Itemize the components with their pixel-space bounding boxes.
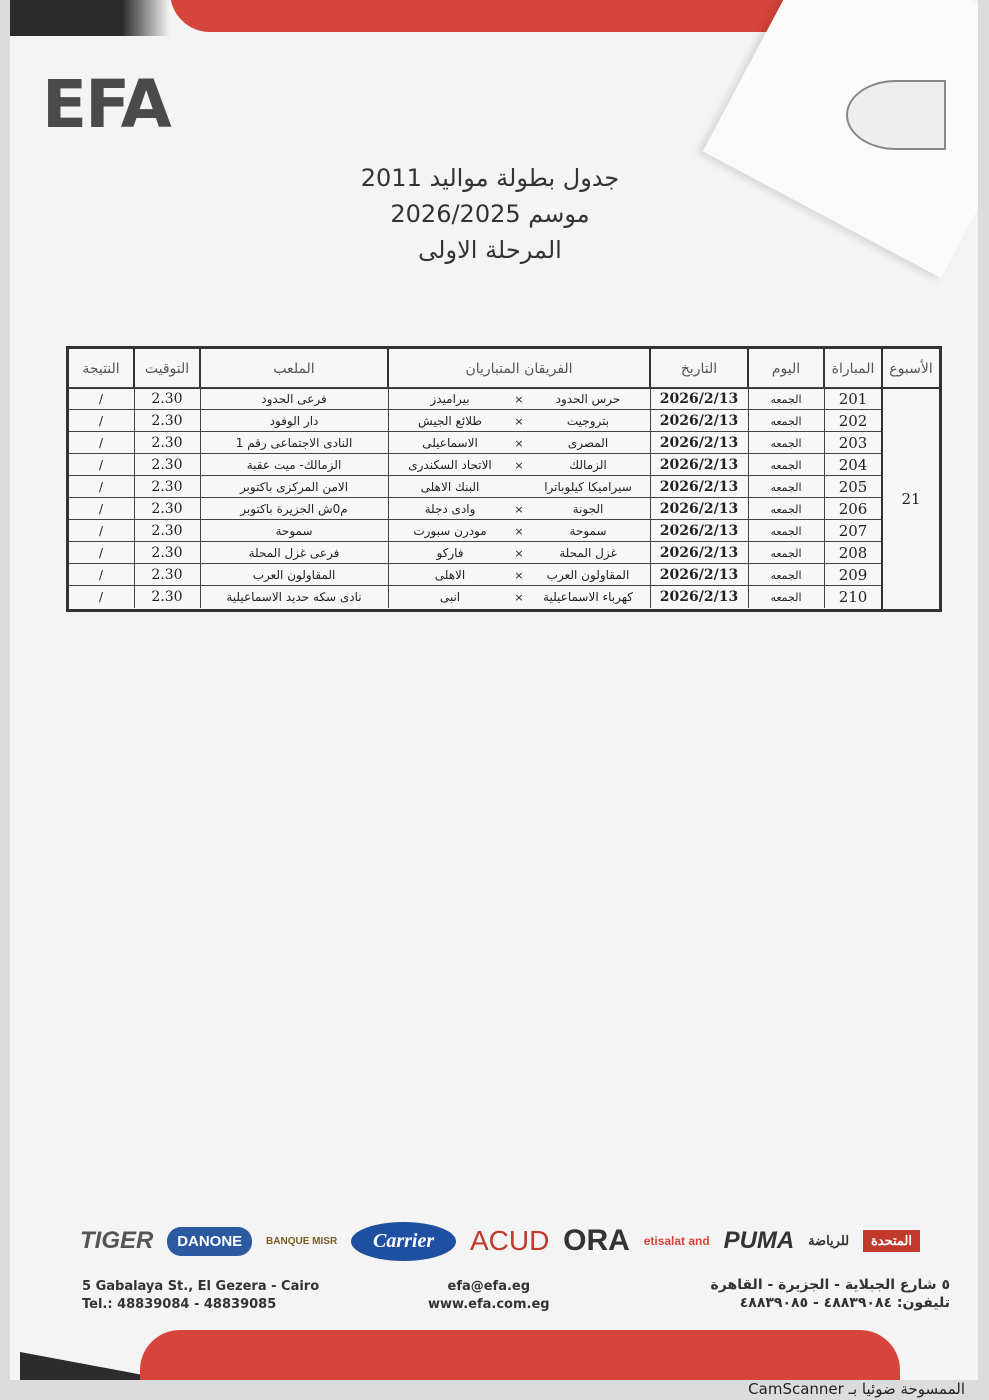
cell-stadium: فرعى غزل المحلة [200,542,387,564]
heading-season: موسم 2026/2025 [390,200,590,228]
team-away: طلائع الجيش [418,414,482,428]
team-home: الجونة [572,502,604,516]
header-week: الأسبوع [881,349,939,389]
cell-date: 2026/2/13 [650,410,747,432]
team-home: الزمالك [569,458,607,472]
sponsor-carrier-logo: Carrier [351,1222,456,1261]
versus-mark: × [514,502,524,516]
cell-match: 201 [824,388,881,410]
cell-stadium: م0ش الجزيرة باكتوبر [200,498,387,520]
header-teams: الفريقان المتباريان [387,349,649,389]
sponsor-tiger-logo: TIGER [80,1227,154,1254]
header-dark-band [10,0,170,36]
cell-result: / [98,524,104,538]
cell-time: 2.30 [134,432,199,454]
cell-match: 204 [824,454,881,476]
cell-result: / [98,414,104,428]
table-row [69,563,881,586]
cell-day: الجمعه [748,498,823,520]
match-schedule-table [66,346,942,612]
footer-email: efa@efa.eg [447,1279,531,1294]
table-row [69,431,881,454]
cell-time: 2.30 [134,520,199,542]
cell-day: الجمعه [748,410,823,432]
sponsor-ora-logo: ORA [563,1224,630,1257]
footer-online-contact [428,1278,550,1314]
document-page [10,0,978,1380]
cell-date: 2026/2/13 [650,498,747,520]
cell-match: 207 [824,520,881,542]
versus-mark: × [514,590,524,604]
cell-date: 2026/2/13 [650,432,747,454]
footer-address-en: 5 Gabalaya St., El Gezera - Cairo [82,1279,320,1294]
cell-time: 2.30 [134,542,199,564]
footer-website: www.efa.com.eg [428,1297,550,1312]
cell-teams [388,498,649,520]
table-row [69,585,881,608]
cell-teams [388,520,649,542]
cell-match: 203 [824,432,881,454]
versus-mark: × [514,436,524,450]
cell-result: / [98,458,104,472]
versus-mark: × [514,568,524,582]
sponsor-acud-logo: ACUD [469,1225,550,1256]
cell-match: 205 [824,476,881,498]
cell-teams [388,454,649,476]
sponsor-puma-logo: PUMA [723,1227,795,1254]
heading-stage: المرحلة الاولى [418,236,562,264]
team-home: سموحة [569,524,607,538]
cell-time: 2.30 [134,388,199,410]
cell-day: الجمعه [748,542,823,564]
table-row [69,453,881,476]
cell-date: 2026/2/13 [650,586,747,608]
cell-stadium: الامن المركزى باكتوبر [200,476,387,498]
footer-arabic-contact [711,1276,950,1312]
sponsor-etisalat-logo: etisalat and [643,1234,710,1248]
team-away: الاهلى [434,568,466,582]
cell-result: / [98,590,104,604]
sponsor-sports-logo: للرياضة [808,1233,850,1248]
cell-day: الجمعه [748,476,823,498]
cell-stadium: دار الوفود [200,410,387,432]
cell-stadium: سموحة [200,520,387,542]
header-match: المباراة [823,349,881,389]
cell-match: 209 [824,564,881,586]
team-home: المصرى [567,436,609,450]
cell-day: الجمعه [748,520,823,542]
sponsor-danone-logo: DANONE [167,1227,252,1256]
team-away: انبى [439,590,461,604]
table-row [69,387,881,410]
footer-tel-en: Tel.: 48839084 - 48839085 [82,1297,277,1312]
cell-result: / [98,546,104,560]
footer-address-ar: ٥ شارع الجبلاية - الجزيرة - القاهرة [710,1277,950,1293]
cell-time: 2.30 [134,498,199,520]
header-time: التوقيت [133,349,199,389]
cell-stadium: المقاولون العرب [200,564,387,586]
header-date: التاريخ [649,349,747,389]
sponsor-banque-misr-logo: BANQUE MISR [266,1235,338,1247]
versus-mark: × [514,392,524,406]
cell-time: 2.30 [134,586,199,608]
cell-date: 2026/2/13 [650,542,747,564]
cell-day: الجمعه [748,586,823,608]
cell-match: 208 [824,542,881,564]
cell-result: / [98,480,104,494]
team-home: المقاولون العرب [546,568,630,582]
team-away: البنك الاهلى [420,480,480,494]
header-day: اليوم [747,349,823,389]
versus-mark: × [514,524,524,538]
header-stadium: الملعب [199,349,387,389]
cell-teams [388,410,649,432]
team-away: بيراميدز [430,392,470,406]
cell-day: الجمعه [748,564,823,586]
team-home: بتروجيت [566,414,610,428]
table-row [69,409,881,432]
team-away: مودرن سبورت [413,524,487,538]
table-row [69,497,881,520]
table-row [69,475,881,498]
footer-tel-ar: تليفون: ٤٨٨٣٩٠٨٤ - ٤٨٨٣٩٠٨٥ [739,1295,950,1311]
document-headings [330,160,650,268]
cell-teams [388,564,649,586]
cell-match: 210 [824,586,881,608]
team-away: الاتحاد السكندرى [408,458,492,472]
table-row [69,519,881,542]
cell-result: / [98,502,104,516]
team-home: كهرباء الاسماعيلية [543,590,633,604]
versus-mark: × [514,414,524,428]
cell-match: 202 [824,410,881,432]
heading-tournament: جدول بطولة مواليد 2011 [360,164,620,192]
team-away: الاسماعيلى [422,436,478,450]
cell-stadium: النادى الاجتماعى رقم 1 [200,432,387,454]
cell-result: / [98,392,104,406]
cell-time: 2.30 [134,410,199,432]
cell-teams [388,432,649,454]
versus-mark: × [514,546,524,560]
cell-result: / [98,568,104,582]
cell-day: الجمعه [748,388,823,410]
team-home: غزل المحلة [559,546,617,560]
cell-teams [388,476,649,498]
cell-date: 2026/2/13 [650,564,747,586]
week-number: 21 [881,389,939,609]
versus-mark: × [514,458,524,472]
cell-teams [388,586,649,608]
cell-time: 2.30 [134,564,199,586]
header-result: النتيجة [82,361,120,377]
federation-seal-icon [846,80,946,150]
cell-stadium: فرعى الحدود [200,388,387,410]
cell-day: الجمعه [748,432,823,454]
table-row [69,541,881,564]
camscanner-note: الممسوحة ضوئيا بـ CamScanner [748,1380,965,1398]
team-away: وادى دجلة [424,502,476,516]
cell-date: 2026/2/13 [650,454,747,476]
team-away: فاركو [436,546,464,560]
cell-day: الجمعه [748,454,823,476]
sponsor-strip [80,1216,920,1266]
header-red-band [170,0,810,32]
efa-logo: EFA [42,66,170,143]
footer-red-band [140,1330,900,1380]
sponsor-united-logo: المتحدة [863,1230,920,1252]
cell-stadium: نادى سكه حديد الاسماعيلية [200,586,387,608]
cell-time: 2.30 [134,476,199,498]
cell-result: / [98,436,104,450]
cell-match: 206 [824,498,881,520]
footer-english-contact [82,1278,319,1314]
cell-time: 2.30 [134,454,199,476]
cell-date: 2026/2/13 [650,388,747,410]
cell-teams [388,388,649,410]
cell-stadium: الزمالك- ميت عقبة [200,454,387,476]
team-home: سيراميكا كيلوباترا [544,480,632,494]
cell-teams [388,542,649,564]
cell-date: 2026/2/13 [650,520,747,542]
cell-date: 2026/2/13 [650,476,747,498]
team-home: حرس الحدود [555,392,621,406]
